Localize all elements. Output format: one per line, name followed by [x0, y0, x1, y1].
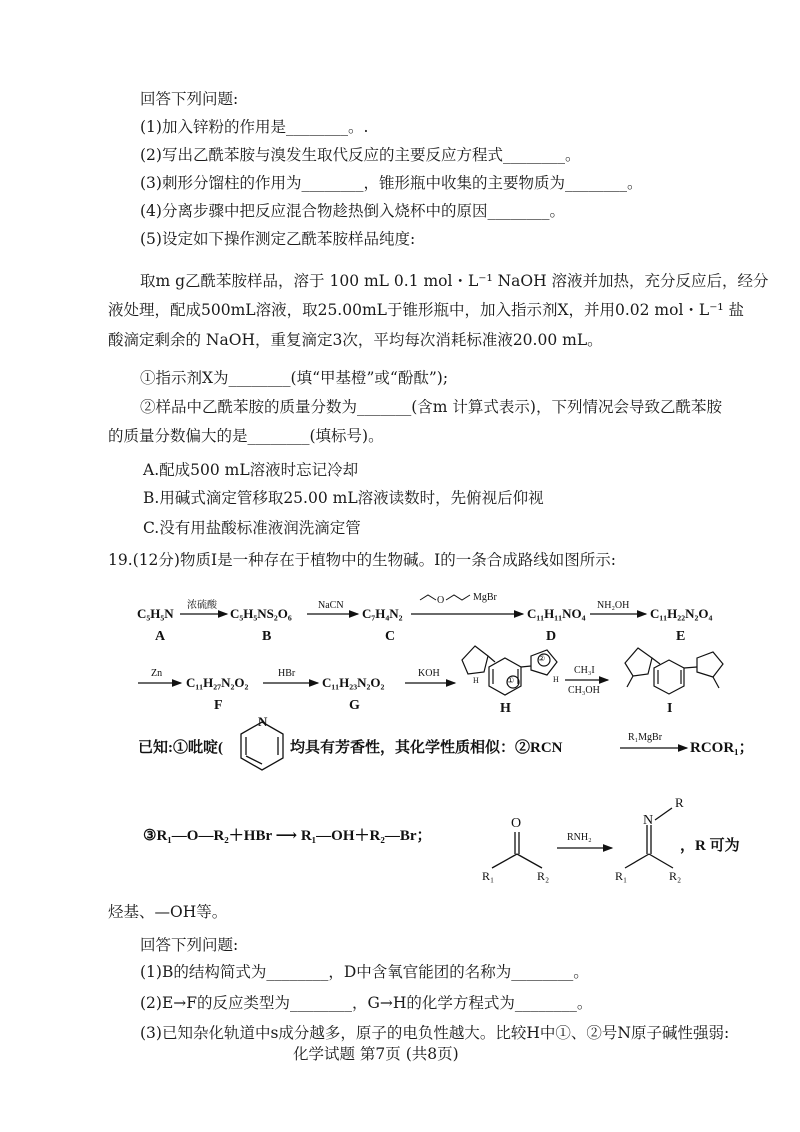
ketone-structure	[492, 832, 542, 868]
reagent-conc-h2so4: 浓硫酸	[187, 600, 217, 611]
option-b: B.用碱式滴定管移取25.00 mL溶液读数时，先俯视后仰视	[143, 489, 544, 507]
imine-suffix: ，R 可为	[680, 838, 740, 854]
q18-part-5: (5)设定如下操作测定乙酰苯胺样品纯度:	[140, 230, 416, 248]
known-text1: 均具有芳香性，其化学性质相似：②RCN	[290, 740, 563, 756]
compound-f-formula: C₁₁H₂₇N₂O₂	[186, 675, 249, 690]
q19-part-1: (1)B的结构简式为________，D中含氧官能团的名称为________。	[140, 963, 589, 981]
reagent-ch3i: CH₃I	[574, 665, 595, 676]
compound-e-formula: C₁₁H₂₂N₂O₄	[650, 606, 713, 621]
product-rcor1: RCOR₁；	[690, 740, 754, 756]
pyridine-n-atom: N	[258, 714, 268, 729]
compound-e-label: E	[676, 629, 686, 644]
known-intro: 已知:①吡啶(	[138, 740, 223, 756]
q18-indicator-question: ①指示剂X为________(填“甲基橙”或“酚酞”);	[140, 369, 449, 387]
q18-part-4: (4)分离步骤中把反应混合物趁热倒入烧杯中的原因________。	[140, 202, 565, 220]
ketone-r2: R₂	[537, 869, 550, 883]
reagent-nh2oh: NH₂OH	[597, 600, 630, 611]
compound-i-label: I	[667, 701, 673, 716]
compound-g-formula: C₁₁H₂₃N₂O₂	[322, 675, 385, 690]
marker-n1: ①	[507, 676, 515, 685]
q19-part-3: (3)已知杂化轨道中s成分越多，原子的电负性越大。比较H中①、②号N原子碱性强弱:	[140, 1024, 730, 1042]
pyridine-structure	[241, 722, 283, 770]
compound-f-label: F	[214, 698, 223, 713]
q18-mass-fraction-question-cont: 的质量分数偏大的是________(填标号)。	[108, 427, 384, 445]
imine-n-atom: N	[643, 813, 654, 828]
grignard-o-atom: O	[437, 595, 445, 606]
answer-prompt: 回答下列问题:	[140, 90, 239, 108]
compound-b-label: B	[262, 629, 272, 644]
compound-a-label: A	[155, 629, 166, 644]
compound-c-label: C	[385, 629, 396, 644]
compound-d-formula: C₁₁H₁₁NO₄	[527, 606, 586, 621]
reagent-nacn: NaCN	[318, 600, 344, 611]
reagent-koh: KOH	[418, 668, 440, 679]
answer-prompt-19: 回答下列问题:	[140, 936, 239, 954]
ketone-o-atom: O	[511, 816, 522, 831]
q18-part-5-procedure-2: 液处理，配成500mL溶液，取25.00mL于锥形瓶中，加入指示剂X，并用0.02 mol・L⁻¹ 盐	[108, 301, 745, 319]
q18-part-5-procedure-1: 取m g乙酰苯胺样品，溶于 100 mL 0.1 mol・L⁻¹ NaOH 溶液并加热，充分反应后，经分	[140, 272, 769, 290]
q18-part-1: (1)加入锌粉的作用是________。.	[140, 118, 369, 136]
structure-i	[625, 648, 723, 694]
known-continuation: 烃基、—OH等。	[108, 903, 228, 921]
q18-part-3: (3)刺形分馏柱的作用为________，锥形瓶中收集的主要物质为________。	[140, 174, 643, 192]
q18-part-2: (2)写出乙酰苯胺与溴发生取代反应的主要反应方程式________。	[140, 146, 581, 164]
compound-h-label: H	[500, 701, 511, 716]
page-footer: 化学试题 第7页 (共8页)	[293, 1045, 459, 1063]
imine-r-group: R	[675, 795, 684, 810]
q18-mass-fraction-question: ②样品中乙酰苯胺的质量分数为_______(含m 计算式表示)，下列情况会导致乙酰苯胺	[140, 398, 722, 416]
h-nh-right: H	[553, 675, 559, 684]
methoxypropyl-grignard-reagent	[420, 592, 498, 606]
option-a: A.配成500 mL溶液时忘记冷却	[143, 461, 359, 479]
reagent-hbr: HBr	[278, 668, 296, 679]
reagent-r1mgbr: R₁MgBr	[628, 732, 663, 743]
imine-r1: R₁	[615, 869, 628, 883]
imine-r2: R₂	[669, 869, 682, 883]
known-eq3: ③R₁—O—R₂＋HBr ⟶ R₁—OH＋R₂—Br；	[143, 828, 432, 844]
grignard-mgbr: MgBr	[473, 592, 497, 603]
compound-b-formula: C₅H₅NS₂O₆	[230, 606, 292, 621]
option-c: C.没有用盐酸标准液润洗滴定管	[143, 519, 361, 537]
h-nh-left: H	[473, 676, 479, 685]
question-19-stem: 19.(12分)物质Ⅰ是一种存在于植物中的生物碱。Ⅰ的一条合成路线如图所示:	[108, 551, 616, 569]
reagent-rnh2: RNH₂	[567, 832, 592, 843]
ketone-r1: R₁	[482, 869, 495, 883]
reagent-ch3oh: CH₃OH	[568, 685, 600, 696]
q18-part-5-procedure-3: 酸滴定剩余的 NaOH，重复滴定3次，平均每次消耗标准液20.00 mL。	[108, 331, 603, 349]
reagent-zn: Zn	[151, 668, 163, 679]
compound-g-label: G	[349, 698, 360, 713]
compound-a-formula: C₅H₅N	[137, 606, 174, 621]
compound-d-label: D	[546, 629, 557, 644]
q19-part-2: (2)E→F的反应类型为________，G→H的化学方程式为________。	[140, 994, 593, 1012]
marker-n2: ②	[538, 654, 546, 663]
compound-c-formula: C₇H₄N₂	[362, 606, 403, 621]
